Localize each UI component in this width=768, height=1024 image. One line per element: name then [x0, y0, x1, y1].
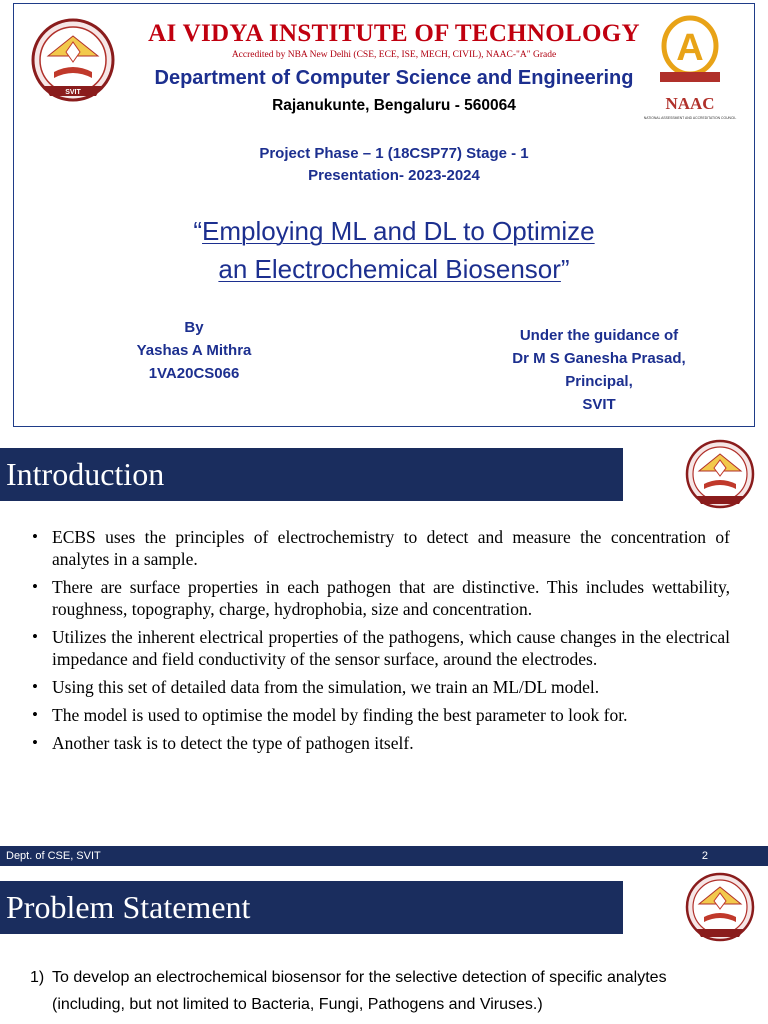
- accreditation-line: Accredited by NBA New Delhi (CSE, ECE, ISE, MECH, CIVIL), NAAC-"A" Grade: [231, 50, 557, 60]
- naac-grade-letter: A: [676, 27, 704, 69]
- topic-line-1: Employing ML and DL to Optimize: [202, 216, 595, 246]
- topic-line-2: an Electrochemical Biosensor: [218, 254, 561, 284]
- guide-title: Principal,: [565, 373, 633, 390]
- list-item: [30, 964, 750, 1018]
- slide-footer: [0, 846, 768, 866]
- bullet-glyph: •: [32, 627, 38, 646]
- page-number: 2: [701, 850, 708, 862]
- naac-sub-label: NATIONAL ASSESSMENT AND ACCREDITATION COUNCIL: [643, 116, 737, 120]
- list-item: [28, 526, 730, 570]
- bullet-glyph: •: [32, 733, 38, 752]
- bullet-text: The model is used to optimise the model by finding the best parameter to look for.: [52, 705, 628, 725]
- svit-emblem-icon: [30, 16, 116, 114]
- bullet-glyph: •: [32, 577, 38, 596]
- guide-block: [484, 324, 714, 416]
- phase-info: [134, 143, 654, 187]
- item-line-1: To develop an electrochemical biosensor for the selective detection of specific analytes: [52, 969, 667, 986]
- topic-open-quote: “: [193, 216, 203, 246]
- emblem-label: SVIT: [65, 89, 81, 96]
- bullet-glyph: •: [32, 677, 38, 696]
- list-item: [28, 676, 730, 698]
- by-label: By: [184, 319, 204, 336]
- department-name: Department of Computer Science and Engineering: [154, 67, 634, 89]
- guide-org: SVIT: [582, 396, 616, 413]
- list-item: [28, 732, 730, 754]
- problem-heading: Problem Statement: [0, 881, 623, 934]
- guide-name: Dr M S Ganesha Prasad,: [512, 350, 686, 367]
- title-slide: [13, 3, 755, 427]
- bullet-text: Another task is to detect the type of pathogen itself.: [52, 733, 414, 753]
- naac-label: NAAC: [665, 94, 715, 113]
- list-item: [28, 704, 730, 726]
- item-number: 1): [30, 969, 45, 986]
- intro-bullet-list: [28, 526, 730, 760]
- bullet-glyph: •: [32, 527, 38, 546]
- project-topic: [74, 212, 714, 288]
- presenter-block: [104, 316, 284, 385]
- svit-emblem-icon: [684, 438, 756, 518]
- topic-close-quote: ”: [560, 254, 570, 284]
- presentation-line: Presentation- 2023-2024: [308, 167, 480, 184]
- intro-heading: Introduction: [0, 448, 623, 501]
- institute-location: Rajanukunte, Bengaluru - 560064: [272, 97, 516, 114]
- bullet-text: There are surface properties in each pathogen that are distinctive. This includes wettability, roughness, topography, charge, hydrophobia, size and concentration.: [52, 577, 730, 619]
- svit-emblem-icon: [684, 871, 756, 951]
- bullet-text: Utilizes the inherent electrical properties of the pathogens, which cause changes in the electrical impedance and field conductivity of the sensor surface, around the electrodes.: [52, 627, 730, 669]
- student-usn: 1VA20CS066: [148, 365, 240, 382]
- list-item: [28, 576, 730, 620]
- item-line-2: (including, but not limited to Bacteria, Fungi, Pathogens and Viruses.): [52, 996, 543, 1013]
- institute-name: AI VIDYA INSTITUTE OF TECHNOLOGY: [148, 20, 640, 47]
- guidance-label: Under the guidance of: [519, 327, 679, 344]
- phase-line: Project Phase – 1 (18CSP77) Stage - 1: [259, 145, 529, 162]
- problem-list: [30, 964, 750, 1018]
- bullet-text: ECBS uses the principles of electrochemistry to detect and measure the concentration of analytes in a sample.: [52, 527, 730, 569]
- bullet-glyph: •: [32, 705, 38, 724]
- student-name: Yashas A Mithra: [136, 342, 252, 359]
- bullet-text: Using this set of detailed data from the simulation, we train an ML/DL model.: [52, 677, 600, 697]
- footer-dept-label: Dept. of CSE, SVIT: [6, 850, 101, 862]
- list-item: [28, 626, 730, 670]
